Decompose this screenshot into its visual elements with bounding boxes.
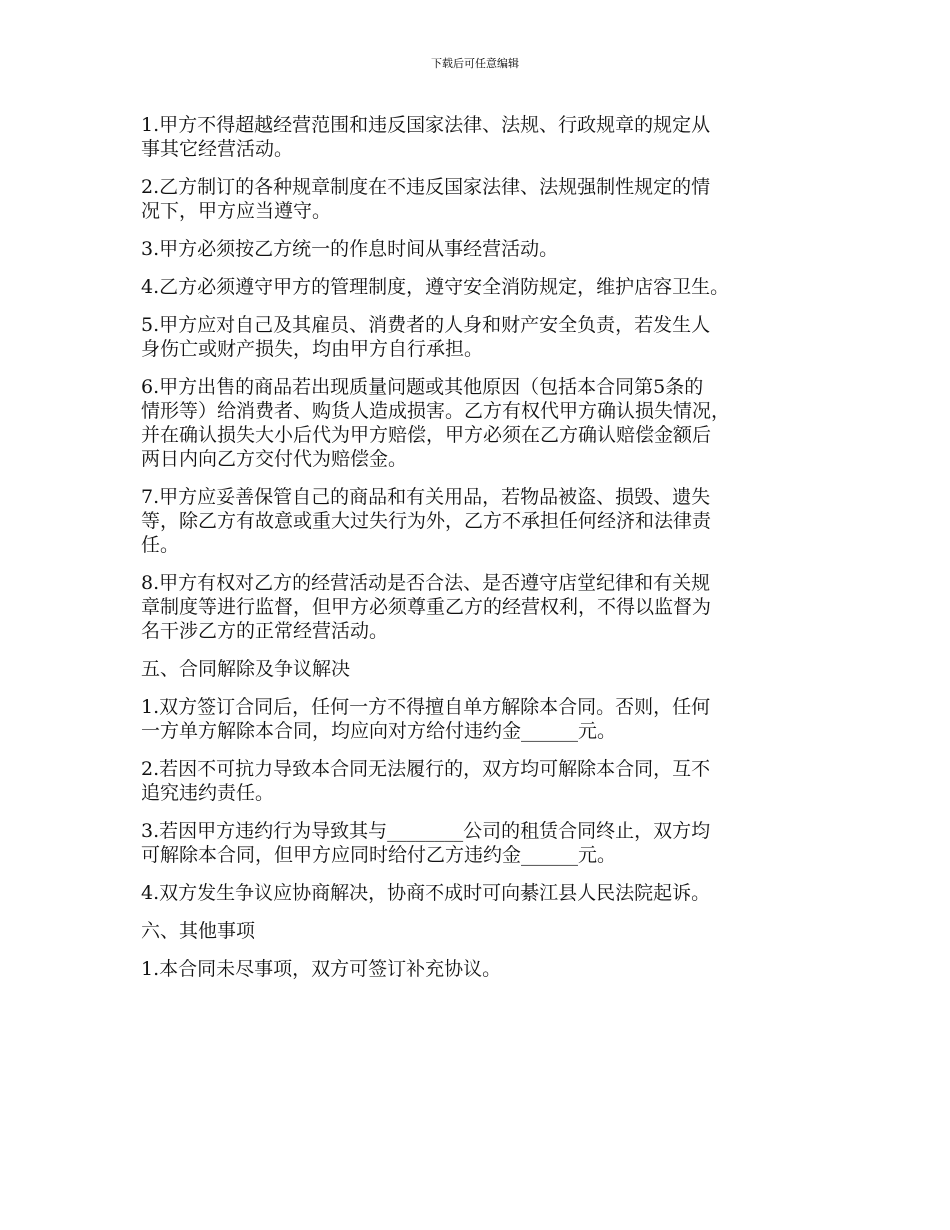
paragraph-line: 3.甲方必须按乙方统一的作息时间从事经营活动。 [141, 238, 559, 260]
paragraph [141, 175, 821, 223]
paragraph-line: 可解除本合同，但甲方应同时给付乙方违约金______元。 [141, 844, 617, 866]
paragraph [141, 919, 821, 943]
paragraph-line: 五、合同解除及争议解决 [141, 658, 351, 680]
paragraph-line: 一方单方解除本合同，均应向对方给付违约金______元。 [141, 720, 617, 742]
paragraph-line: 4.乙方必须遵守甲方的管理制度，遵守安全消防规定，维护店容卫生。 [141, 276, 730, 298]
document-body [141, 113, 821, 995]
paragraph [141, 881, 821, 905]
paragraph-line: 章制度等进行监督，但甲方必须尊重乙方的经营权利，不得以监督为 [141, 596, 712, 618]
paragraph-line: 3.若因甲方违约行为导致其与________公司的租赁合同终止，双方均 [141, 820, 711, 842]
paragraph-line: 情形等）给消费者、购货人造成损害。乙方有权代甲方确认损失情况， [141, 400, 731, 422]
paragraph-line: 两日内向乙方交付代为赔偿金。 [141, 448, 408, 470]
paragraph-line: 1.本合同未尽事项，双方可签订补充协议。 [141, 958, 502, 980]
paragraph [141, 657, 821, 681]
paragraph [141, 375, 821, 471]
paragraph [141, 957, 821, 981]
paragraph [141, 571, 821, 643]
paragraph-line: 7.甲方应妥善保管自己的商品和有关用品，若物品被盗、损毁、遗失 [141, 486, 711, 508]
paragraph-line: 任。 [141, 534, 180, 556]
paragraph-line: 等，除乙方有故意或重大过失行为外，乙方不承担任何经济和法律责 [141, 510, 712, 532]
paragraph [141, 757, 821, 805]
paragraph-line: 4.双方发生争议应协商解决，协商不成时可向綦江县人民法院起诉。 [141, 882, 711, 904]
paragraph-line: 1.甲方不得超越经营范围和违反国家法律、法规、行政规章的规定从 [141, 114, 711, 136]
paragraph-line: 事其它经营活动。 [141, 138, 294, 160]
paragraph-line: 1.双方签订合同后，任何一方不得擅自单方解除本合同。否则，任何 [141, 696, 711, 718]
paragraph [141, 237, 821, 261]
paragraph-line: 5.甲方应对自己及其雇员、消费者的人身和财产安全负责，若发生人 [141, 314, 711, 336]
paragraph-line: 8.甲方有权对乙方的经营活动是否合法、是否遵守店堂纪律和有关规 [141, 572, 711, 594]
paragraph [141, 819, 821, 867]
paragraph [141, 695, 821, 743]
page-header: 下载后可任意编辑 [431, 57, 519, 70]
paragraph-line: 2.若因不可抗力导致本合同无法履行的，双方均可解除本合同，互不 [141, 758, 711, 780]
paragraph-line: 2.乙方制订的各种规章制度在不违反国家法律、法规强制性规定的情 [141, 176, 711, 198]
paragraph-line: 身伤亡或财产损失，均由甲方自行承担。 [141, 338, 484, 360]
paragraph-line: 六、其他事项 [141, 920, 256, 942]
paragraph [141, 313, 821, 361]
paragraph-line: 追究违约责任。 [141, 782, 275, 804]
paragraph [141, 275, 821, 299]
paragraph-line: 6.甲方出售的商品若出现质量问题或其他原因（包括本合同第5条的 [141, 376, 704, 398]
paragraph-line: 并在确认损失大小后代为甲方赔偿，甲方必须在乙方确认赔偿金额后 [141, 424, 712, 446]
paragraph [141, 113, 821, 161]
paragraph-line: 况下，甲方应当遵守。 [141, 200, 332, 222]
paragraph [141, 485, 821, 557]
paragraph-line: 名干涉乙方的正常经营活动。 [141, 620, 389, 642]
